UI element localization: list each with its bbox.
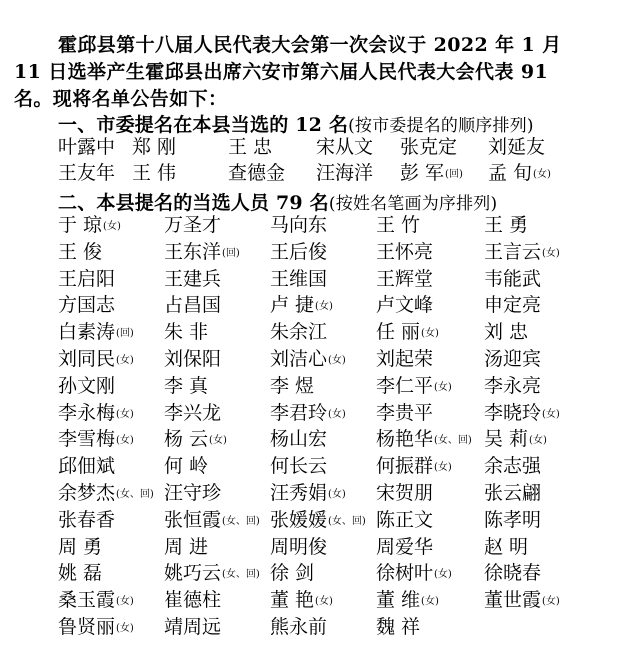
representative-name <box>484 212 528 238</box>
gender-ethnicity-tag: (女) <box>328 408 346 420</box>
name-text: 方国志 <box>58 294 116 317</box>
name-text: 崔德柱 <box>164 589 222 612</box>
gender-ethnicity-tag: (女) <box>315 301 333 313</box>
name-text: 宋从文 <box>316 136 374 158</box>
gender-ethnicity-tag: (女) <box>434 462 452 474</box>
representative-name <box>484 560 541 586</box>
representative-name <box>488 134 545 160</box>
representative-name <box>270 319 327 345</box>
representative-name <box>58 239 102 265</box>
gender-ethnicity-tag: (回) <box>445 169 463 180</box>
name-text: 王辉堂 <box>376 267 434 290</box>
name-row <box>0 426 634 452</box>
gender-ethnicity-tag: (女) <box>421 328 439 340</box>
name-text: 董 艳 <box>270 589 315 612</box>
representative-name <box>164 587 221 613</box>
name-text: 李永梅 <box>58 401 116 424</box>
name-text: 刘洁心 <box>270 348 328 370</box>
name-text: 周 进 <box>164 535 209 558</box>
name-row <box>0 453 634 479</box>
name-text: 刘同民 <box>58 348 116 370</box>
gender-ethnicity-tag: (女) <box>103 221 121 232</box>
name-text: 余梦杰 <box>58 482 116 504</box>
name-row <box>0 587 634 613</box>
gender-ethnicity-tag: (女) <box>315 596 333 608</box>
name-text: 邱佃斌 <box>58 455 116 478</box>
name-row <box>0 507 634 533</box>
representative-name <box>164 292 221 318</box>
representative-name <box>484 239 560 267</box>
representative-name <box>164 614 221 640</box>
representative-name <box>484 266 541 292</box>
name-text: 桑玉霞 <box>58 589 116 612</box>
gender-ethnicity-tag: (女) <box>116 596 134 608</box>
representative-name <box>58 507 115 533</box>
representative-name <box>484 400 560 428</box>
representative-name <box>376 507 433 533</box>
representative-name <box>484 587 560 615</box>
gender-ethnicity-tag: (女、回) <box>116 489 154 500</box>
representative-name <box>484 319 528 345</box>
representative-name <box>376 587 439 615</box>
representative-name <box>484 373 541 399</box>
name-text: 申定亮 <box>484 294 542 317</box>
name-text: 姚巧云 <box>164 562 222 585</box>
gender-ethnicity-tag: (女) <box>421 596 439 608</box>
gender-ethnicity-tag: (女、回) <box>222 569 260 581</box>
representative-name <box>376 373 452 401</box>
name-row <box>0 239 634 265</box>
representative-name <box>132 134 176 160</box>
representative-name <box>270 507 366 535</box>
representative-name <box>58 319 134 347</box>
representative-name <box>270 426 327 452</box>
name-text: 朱 非 <box>164 321 209 344</box>
name-text: 何 岭 <box>164 455 209 478</box>
name-text: 汪海洋 <box>316 162 374 184</box>
representative-name <box>58 373 115 399</box>
name-text: 赵 明 <box>484 535 529 558</box>
gender-ethnicity-tag: (女) <box>434 381 452 393</box>
name-text: 熊永前 <box>270 616 328 638</box>
name-text: 汤迎宾 <box>484 348 542 370</box>
name-text: 张媛媛 <box>270 508 328 531</box>
gender-ethnicity-tag: (女) <box>529 435 547 447</box>
section1-note: (按市委提名的顺序排列) <box>348 116 534 136</box>
gender-ethnicity-tag: (女) <box>434 569 452 581</box>
name-row <box>0 346 634 372</box>
name-text: 张克定 <box>400 136 458 158</box>
representative-name <box>58 292 115 318</box>
name-text: 陈正文 <box>376 508 434 531</box>
name-row <box>0 160 634 186</box>
gender-ethnicity-tag: (女) <box>328 489 346 500</box>
name-text: 李 煜 <box>270 374 315 397</box>
representative-name <box>228 160 285 186</box>
gender-ethnicity-tag: (女) <box>116 355 134 366</box>
name-text: 魏 祥 <box>376 616 421 638</box>
gender-ethnicity-tag: (女) <box>542 247 560 259</box>
intro-line-2: 11 日选举产生霍邱县出席六安市第六届人民代表大会代表 91 <box>14 61 549 83</box>
representative-name <box>376 266 433 292</box>
representative-name <box>376 453 452 481</box>
name-text: 张云翩 <box>484 482 542 504</box>
name-text: 李贵平 <box>376 401 434 424</box>
name-text: 任 丽 <box>376 321 421 344</box>
name-text: 王言云 <box>484 240 542 263</box>
representative-name <box>484 292 541 318</box>
name-text: 周明俊 <box>270 535 328 558</box>
name-text: 姚 磊 <box>58 562 103 585</box>
name-text: 何长云 <box>270 455 328 478</box>
name-text: 万圣才 <box>164 214 222 236</box>
name-text: 孙文刚 <box>58 374 116 397</box>
name-text: 何振群 <box>376 455 434 478</box>
representative-name <box>270 239 327 265</box>
name-text: 王维国 <box>270 267 328 290</box>
name-text: 王 忠 <box>228 136 273 158</box>
representative-name <box>270 560 314 586</box>
name-text: 杨 云 <box>164 428 209 451</box>
gender-ethnicity-tag: (女) <box>116 408 134 420</box>
name-text: 卢 捷 <box>270 294 315 317</box>
representative-name <box>376 212 420 238</box>
representative-name <box>164 400 221 426</box>
name-text: 徐 剑 <box>270 562 315 585</box>
gender-ethnicity-tag: (女) <box>328 355 346 366</box>
representative-name <box>132 160 176 186</box>
representative-name <box>376 319 439 347</box>
representative-name <box>484 346 541 372</box>
representative-name <box>58 453 115 479</box>
intro-line-1: 霍邱县第十八届人民代表大会第一次会议于 2022 年 1 月 <box>58 34 562 56</box>
representative-name <box>164 239 240 267</box>
name-text: 叶露中 <box>58 136 116 158</box>
name-text: 徐晓春 <box>484 562 542 585</box>
name-text: 杨山宏 <box>270 428 328 451</box>
name-text: 汪守珍 <box>164 482 222 504</box>
name-text: 刘延友 <box>488 136 546 158</box>
representative-name <box>164 507 260 535</box>
gender-ethnicity-tag: (女、回) <box>328 515 366 527</box>
gender-ethnicity-tag: (回) <box>116 328 134 340</box>
representative-name <box>376 614 420 640</box>
name-text: 李 真 <box>164 374 209 397</box>
representative-name <box>164 346 221 372</box>
representative-name <box>270 400 346 428</box>
representative-name <box>270 587 333 615</box>
name-text: 刘保阳 <box>164 348 222 370</box>
representative-name <box>58 400 134 428</box>
representative-name <box>270 480 346 508</box>
representative-name <box>316 160 373 186</box>
representative-name <box>164 534 208 560</box>
representative-name <box>58 134 115 160</box>
representative-name <box>270 292 333 320</box>
section2-heading-text: 二、本县提名的当选人员 79 名 <box>58 192 329 214</box>
name-text: 王后俊 <box>270 240 328 263</box>
representative-name <box>400 160 463 188</box>
representative-name <box>270 266 327 292</box>
name-text: 查德金 <box>228 162 286 184</box>
name-row <box>0 480 634 506</box>
name-text: 王 勇 <box>484 214 529 236</box>
representative-name <box>58 346 134 374</box>
name-text: 徐树叶 <box>376 562 434 585</box>
name-text: 王启阳 <box>58 267 116 290</box>
name-text: 董 维 <box>376 589 421 612</box>
representative-name <box>376 560 452 588</box>
name-text: 王 伟 <box>132 162 177 184</box>
representative-name <box>164 319 208 345</box>
representative-name <box>164 266 221 292</box>
representative-name <box>164 426 227 454</box>
name-text: 卢文峰 <box>376 294 434 317</box>
representative-name <box>484 426 547 454</box>
representative-name <box>484 453 541 479</box>
name-text: 彭 军 <box>400 162 445 184</box>
representative-name <box>484 534 528 560</box>
name-text: 李君玲 <box>270 401 328 424</box>
representative-name <box>376 292 433 318</box>
representative-name <box>376 426 472 454</box>
name-row <box>0 560 634 586</box>
intro-paragraph <box>14 32 620 113</box>
name-text: 董世霞 <box>484 589 542 612</box>
gender-ethnicity-tag: (女) <box>533 169 551 180</box>
gender-ethnicity-tag: (女) <box>116 435 134 447</box>
representative-name <box>376 346 433 372</box>
name-text: 张春香 <box>58 508 116 531</box>
section2-heading <box>58 188 497 215</box>
gender-ethnicity-tag: (女) <box>542 596 560 608</box>
gender-ethnicity-tag: (女、回) <box>222 515 260 527</box>
name-text: 王东洋 <box>164 240 222 263</box>
representative-name <box>58 266 115 292</box>
representative-name <box>376 239 433 265</box>
representative-name <box>164 480 221 506</box>
name-text: 汪秀娟 <box>270 482 328 504</box>
name-text: 李雪梅 <box>58 428 116 451</box>
name-row <box>0 292 634 318</box>
representative-name <box>164 212 221 238</box>
representative-name <box>58 426 134 454</box>
name-text: 马向东 <box>270 214 328 236</box>
representative-name <box>58 480 154 508</box>
section2-note: (按姓名笔画为序排列) <box>328 194 498 214</box>
name-text: 张恒霞 <box>164 508 222 531</box>
name-text: 陈孝明 <box>484 508 542 531</box>
representative-name <box>376 534 433 560</box>
representative-name <box>488 160 551 188</box>
name-text: 刘起荣 <box>376 348 434 370</box>
name-text: 王 竹 <box>376 214 421 236</box>
name-text: 韦能武 <box>484 267 542 290</box>
name-text: 宋贺朋 <box>376 482 434 504</box>
name-text: 王怀亮 <box>376 240 434 263</box>
representative-name <box>270 373 314 399</box>
intro-line-3: 名。现将名单公告如下： <box>14 88 228 110</box>
name-text: 郑 刚 <box>132 136 177 158</box>
name-text: 朱余江 <box>270 321 328 344</box>
name-text: 李兴龙 <box>164 401 222 424</box>
name-row <box>0 266 634 292</box>
representative-name <box>270 212 327 238</box>
representative-name <box>376 480 433 506</box>
gender-ethnicity-tag: (女) <box>116 623 134 634</box>
name-text: 孟 旬 <box>488 162 533 184</box>
name-text: 王友年 <box>58 162 116 184</box>
name-text: 李永亮 <box>484 374 542 397</box>
representative-name <box>228 134 272 160</box>
name-text: 周 勇 <box>58 535 103 558</box>
representative-name <box>270 346 346 374</box>
gender-ethnicity-tag: (女) <box>542 408 560 420</box>
name-text: 白素涛 <box>58 321 116 344</box>
representative-name <box>164 453 208 479</box>
name-text: 王建兵 <box>164 267 222 290</box>
representative-name <box>484 480 541 506</box>
name-text: 鲁贤丽 <box>58 616 116 638</box>
representative-name <box>58 560 102 586</box>
name-text: 王 俊 <box>58 240 103 263</box>
name-text: 杨艳华 <box>376 428 434 451</box>
name-text: 吴 莉 <box>484 428 529 451</box>
representative-name <box>270 614 327 640</box>
section1-heading-text: 一、市委提名在本县当选的 12 名 <box>58 114 349 136</box>
name-row <box>0 212 634 238</box>
name-row <box>0 400 634 426</box>
gender-ethnicity-tag: (回) <box>222 247 240 259</box>
representative-name <box>316 134 373 160</box>
representative-name <box>164 560 260 588</box>
name-row <box>0 614 634 640</box>
representative-name <box>270 453 327 479</box>
section1-heading <box>58 110 534 137</box>
representative-name <box>58 534 102 560</box>
representative-name <box>376 400 433 426</box>
gender-ethnicity-tag: (女) <box>209 435 227 447</box>
gender-ethnicity-tag: (女、回) <box>434 435 472 447</box>
name-text: 占昌国 <box>164 294 222 317</box>
name-text: 李晓玲 <box>484 401 542 424</box>
name-text: 于 琼 <box>58 214 103 236</box>
representative-name <box>484 507 541 533</box>
name-row <box>0 534 634 560</box>
name-text: 周爱华 <box>376 535 434 558</box>
representative-name <box>164 373 208 399</box>
representative-name <box>58 212 121 240</box>
name-text: 李仁平 <box>376 374 434 397</box>
name-text: 刘 忠 <box>484 321 529 344</box>
representative-name <box>58 160 115 186</box>
name-row <box>0 319 634 345</box>
name-text: 靖周远 <box>164 616 222 638</box>
name-text: 余志强 <box>484 455 542 478</box>
representative-name <box>58 614 134 642</box>
name-row <box>0 373 634 399</box>
representative-name <box>400 134 457 160</box>
representative-name <box>58 587 134 615</box>
representative-name <box>270 534 327 560</box>
name-row <box>0 134 634 160</box>
